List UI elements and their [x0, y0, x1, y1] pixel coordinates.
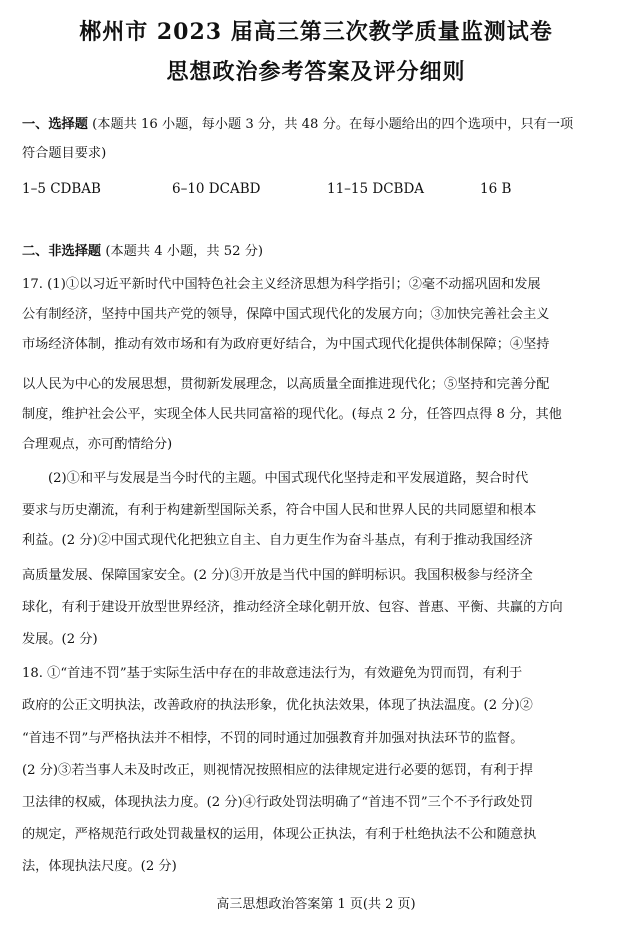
- q17-p1-line: 17. (1)①以习近平新时代中国特色社会主义经济思想为科学指引；②毫不动摇巩固和发展: [22, 277, 541, 292]
- section2-line: [22, 243, 612, 261]
- q17-p2-line: 利益。(2 分)②中国式现代化把独立自主、自力更生作为奋斗基点，有利于推动我国经济: [22, 533, 533, 548]
- q17-p2-line: 球化，有利于建设开放型世界经济，推动经济全球化朝开放、包容、普惠、平衡、共赢的方向: [22, 600, 563, 615]
- q18-line: 卫法律的权威，体现执法力度。(2 分)④行政处罚法明确了“首违不罚”三个不予行政处罚: [22, 795, 534, 810]
- q17-p1-line: 合理观点，亦可酌情给分): [22, 437, 173, 452]
- section1-line2: 符合题目要求): [22, 146, 107, 161]
- q18-line: 18. ①“首违不罚”基于实际生活中存在的非故意违法行为，有效避免为罚而罚，有利于: [22, 666, 523, 681]
- q18-line: 的规定，严格规范行政处罚裁量权的运用，体现公正执法，有利于杜绝执法不公和随意执: [22, 827, 537, 842]
- answer-group-1: 1–5 CDBAB: [22, 181, 101, 197]
- q17-p1-line: 市场经济体制，推动有效市场和有为政府更好结合，为中国式现代化提供体制保障；④坚持: [22, 337, 550, 352]
- choice-answers: [22, 180, 612, 198]
- section1-heading: 一、选择题: [22, 117, 88, 132]
- q17-p2-line: 发展。(2 分): [22, 632, 98, 647]
- q17-p1-line: 以人民为中心的发展思想，贯彻新发展理念，以高质量全面推进现代化；⑤坚持和完善分配: [22, 377, 550, 392]
- document-subtitle: 思想政治参考答案及评分细则: [166, 59, 466, 85]
- q17-p1-line: 制度，维护社会公平，实现全体人民共同富裕的现代化。(每点 2 分，任答四点得 8 分，其他: [22, 407, 562, 422]
- q18-line: (2 分)③若当事人未及时改正，则视情况按照相应的法律规定进行必要的惩罚，有利于捍: [22, 763, 533, 778]
- q17-p2-line: 要求与历史潮流，有利于构建新型国际关系，符合中国人民和世界人民的共同愿望和根本: [22, 503, 537, 518]
- q17-p1-line: 公有制经济，坚持中国共产党的领导，保障中国式现代化的发展方向；③加快完善社会主义: [22, 307, 550, 322]
- section1-instructions: (本题共 16 小题，每小题 3 分，共 48 分。在每小题给出的四个选项中，只有一项: [92, 117, 574, 132]
- section2-heading: 二、非选择题: [22, 244, 102, 259]
- q18-line: “首违不罚”与严格执法并不相悖，不罚的同时通过加强教育并加强对执法环节的监督。: [22, 731, 524, 746]
- q17-p2-line: (2)①和平与发展是当今时代的主题。中国式现代化坚持走和平发展道路，契合时代: [48, 471, 529, 486]
- q18-line: 政府的公正文明执法，改善政府的执法形象，优化执法效果，体现了执法温度。(2 分)②: [22, 698, 533, 713]
- page-footer: 高三思想政治答案第 1 页(共 2 页): [216, 897, 416, 912]
- answer-group-4: 16 B: [480, 181, 512, 197]
- section1-line1: [22, 116, 612, 134]
- answer-group-3: 11–15 DCBDA: [327, 181, 425, 197]
- section2-instructions: (本题共 4 小题，共 52 分): [105, 244, 264, 259]
- answer-group-2: 6–10 DCABD: [172, 181, 261, 197]
- q18-line: 法，体现执法尺度。(2 分): [22, 859, 177, 874]
- q17-p2-line: 高质量发展、保障国家安全。(2 分)③开放是当代中国的鲜明标识。我国积极参与经济全: [22, 568, 533, 583]
- document-title: 郴州市 2023 届高三第三次教学质量监测试卷: [79, 19, 553, 45]
